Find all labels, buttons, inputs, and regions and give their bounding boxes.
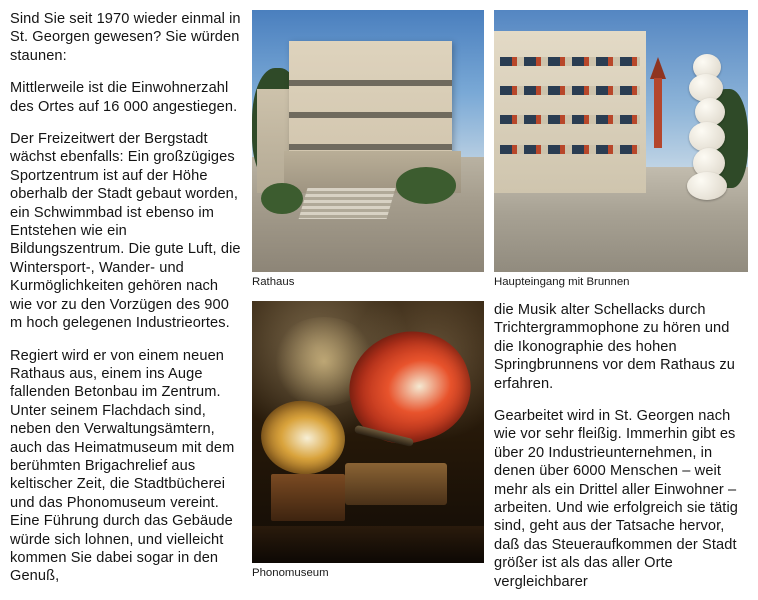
facade-band — [289, 112, 451, 118]
paragraph: Der Freizeitwert der Bergstadt wächst ebenfalls: Ein großzügiges Sportzentrum ist auf der Höhe oberhalb der Stadt gebaut worden, ein Schwimmbad ist ebenso im Entstehen wie ein Bildungszentrum. Die gute Luft, die Wintersport-, Wander- und Kurmöglichkeiten gehören nach wie vor zu den Vorzügen des 900 m hoch gelegenen Industrieortes. — [10, 131, 241, 332]
photo-rathaus — [252, 10, 484, 272]
window-row — [500, 115, 640, 124]
photo-caption: Phonomuseum — [252, 567, 329, 579]
middle-photo-column — [252, 10, 484, 592]
wooden-case — [271, 474, 345, 521]
fountain-sculpture — [687, 54, 733, 204]
window-row — [500, 57, 640, 66]
building-entrance — [494, 31, 646, 193]
table-surface — [252, 526, 484, 563]
paragraph: die Musik alter Schellacks durch Trichtergrammophone zu hören und die Ikonographie des hohen Springbrunnens vor dem Rathaus zu erfahren. — [494, 302, 735, 392]
paragraph: Regiert wird er von einem neuen Rathaus aus, einem ins Auge fallenden Betonbau im Zentrum. Unter seinem Flachdach sind, neben den Verwaltungsämtern, auch das Heimatmuseum mit dem berühmten Brigachrelief aus keltischer Zeit, die Stadtbücherei und das Phonomuseum vereint. Eine Führung durch das Gebäude würde sich lohnen, und vielleicht kommen Sie dabei sogar in den Genuß, — [10, 347, 235, 585]
left-text-column — [10, 10, 242, 586]
paragraph: Gearbeitet wird in St. Georgen nach wie vor sehr fleißig. Immerhin gibt es über 20 Industrieunternehmen, in denen über 6000 Menschen – weit mehr als ein Drittel aller Einwohner – arbeiten. Und wie erfolgreich sie tätig sind, geht aus der Tatsache hervor, daß das Steueraufkommen der Stadt größer ist als das aller Orte vergleichbarer — [494, 408, 739, 590]
right-column — [494, 10, 748, 591]
paragraph: Sind Sie seit 1970 wieder einmal in St. Georgen gewesen? Sie würden staunen: — [10, 11, 241, 64]
photo-haupteingang — [494, 10, 748, 272]
facade-band — [289, 80, 451, 86]
paragraph: Mittlerweile ist die Einwohnerzahl des Ortes auf 16 000 angestiegen. — [10, 80, 238, 115]
facade-band — [289, 144, 451, 150]
photo-caption: Haupteingang mit Brunnen — [494, 276, 630, 288]
church-tower — [654, 78, 662, 148]
gramophone-cabinet — [345, 463, 447, 505]
photo-phonomuseum — [252, 301, 484, 563]
photo-caption: Rathaus — [252, 276, 295, 288]
church-roof — [650, 57, 666, 79]
fountain-stone — [687, 172, 727, 200]
bush-icon — [396, 167, 456, 204]
window-row — [500, 145, 640, 154]
stairs — [299, 188, 396, 219]
window-row — [500, 86, 640, 95]
